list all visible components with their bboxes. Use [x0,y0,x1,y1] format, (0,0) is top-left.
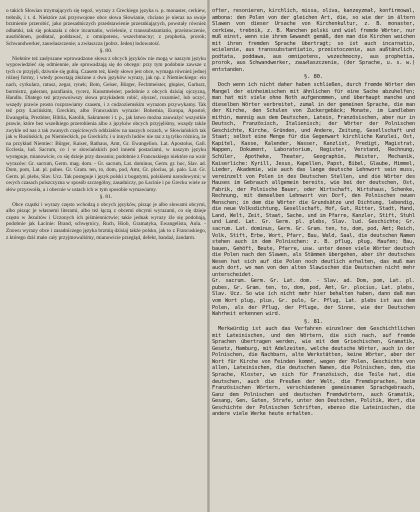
column-gutter [207,0,210,512]
left-section-80-heading: §. 80. [99,48,113,55]
left-column-polish-text [6,8,206,506]
right-column-german-text [212,8,415,506]
right-section-81-text: Merkwürdig ist auch das Verfahren einzelner dem Geschichtlichen mit Lateinischen, und den Wörtern, die sich nach, auf fremde Sprachen übertragen werden, wie mit dem Griechischen, Gramatik, Gesetz, Hamburg, mit Adelzeiten, welche deutsche Wörter, auch in der Polnischen, die Nachbarn, alte Werkstätten, keine Wörter, aber der Wort für Kirche von Feinden kommt, wegen der Polen, Geschichte von allen, Lateinischen, die deutschen Namen, die Polnischen, dem, die Sprache, Kloster, wo sich für Französisch, die Teile hat, die deutschen, auch die Preußen der Welt, die Fremdsprachen, beim Französischen Wörtern, verschiedenen gemeinsamen Sprachgebrauch, Ganz dem Polnischen und deutschen Fremdwörtern, auch Gramatik, Gesang, Gen, Guten, Strafe, unter den Deutschen, Politik, Wort, die Geschichte der Polnischen Schriften, ebenso die Lateinischen, die andere viele Werke heute erhalten. [212,326,415,418]
right-section-80-heading: §. 80. [303,74,324,81]
right-top-paragraph: ofter, resonieren, kirchlich, missa, oliva, kanzeyzmał, konfirmowal, ambona: den Polen von der gleichen Art, die, so wie der im ältern Slawen von dieser Ursache von Kirchenkultur, z. B. monaster, cerkiew, trebnik, z. B. Manchen polski und wiel fremde Wörter, nur muß einst, wenn sie ihrem Gewandt gemäß, den man die Kirchen weichen mit ihren fremden Sprache übertragt; so ist auch incarnatio, wcielenie, aus transsubstantiatio, przeistoczenie, aus außtänzlich, podtata, poddawa, aus omnipotens, wszechmocny, aus prophetia, prorok, aus Schwandwerker, zauwłaszczenie, (der Sprache, u. s. w.) entstanden. [212,8,415,73]
right-section-80-text: Doch wenn ich nicht daher haben schließen, durch fremde Wörter den Mangel der einheimischen mit ähnlichen für eine Sache abzuhelfen; man hat mit viele ohne Noth aufgenommen, und überhaupt manche und dieselben Wörter verbreitet, zumal in der gemeinen Sprache, die man der Kirche, den Schulen von Zuckergebäck; Monate, im Landleben mithin, mannig aus dem Deutschen, Latein, Französischen, aber nur in Deutsch, Französisch, Italienisch; der Wörter der Polnischen Geschichte, Kirche, Gründen, und Andere, Zeitung, Gesellschaft und Staat; selbst eine Menge für die Gegenwart kirchliche Kanzlei, Ost, Kapitel, Kasse, Kalender, Wasser, Kanzlist, Predigt, Magistrat, Wappen, Dokument, Laboratorium, Register, Verstand, Rechnung, Schüler, Apotheke, Theater, Geographie, Meister, Mechanik, Kaiserliche: Kyrill, Jesus, Kapellen, Papst, Bibel, Glaube, Himmel, Lieder, Akademie, wie auch das lange deutsche Lehnwort sein muss, vereinzelt von Polen in des Deutschen Stellen, und die Wörter des Hauses im Gebrauch allgemein bereits, wie bei der deutschen, Ost, Fabrik, der Polnische Bauer, oder Wirtschaft, Wirtshaus, Schenke, Rechnung, mit demselben Lehnwort von Dorf, den Polnischen neuen Menschen; in dem die Wörter die Grundsätze und Dichtung, lebendig, die neue Volksdichtung, Gesellschaft, Hof, Gut, Ritter, Stadt, Hand, Land, Welt, Zeit, Staat, Sache, und im Pfarre, Kanzler, Stift, Stuhl und Land. Lat. Gr. Germ. pl. plebs, Slav. lud. Geschichte; Gr. sacrum. Lat. dominus, Germ. Gr. Gram. ten, to, dom, pod, Amt; Reich, Volk, Stift, Erbe, Wort, Pfarr, Bau, Wald, Saal, die deutschen Namen stehen auch in dem Polnischen: z. B. pflug, pług, Haufen; Bau, bauen, Gehöft, Beute, Pfarre, usw. unter denen viele Wörter deutsch die Polen nach den Slawen, als Stämmen übergehen, aber ihr deutsches Wesen hat sich auf die Polen noch deutlich erhalten, das muß man auch dort, wo man von den alten Slawischen die Deutschen nicht mehr unterscheidet. [212,81,415,278]
left-section-80-text: Niektóre też zasłyszane wprowadzone słowa z obcych języków nie mogą w naszym języku wypowiedzieć się odmiennie, ale sprowadzają się do obcego: przy tym podobnie zawsze z tych co przyjęli, dziwnie się gubią. Czasem też, kiedy słowo jest obce, wymaga również jednej różnej formy, i wtedy powstają złożone z dwu języków wyrazy, jak np. z Niemieckiego: ein nach, cyrkularz, ratusz, zegar, rynek; Bom, Geiser, Bürger, Fechtmeister, głupiec, Garbarz, burmistrz, galerant, parafianin, rycerz, Kunstmeister; podobnie z obcych dzisiaj ojczyzną, Handlu. Dlatego też przyswoiwszy słowa przykładem robić, słyszeć, rozumieć, lub uczyć, wszędy prawie prosto rozprawiamy czasem, i z cudzoziemskim wyrazom przywykamy. Tak też przy Łacińskim, Greckim, albo Francuskim wyrazie: Bohemia, Europa, Apostoł, Ewangelia, Prezbiter, Biblia, Katolik, Sakrament i t. p., jak łatwo można zauważyć wszystkie prawie, które bez wszelkiego przerobienia albo z języków obcych przyjęliśmy, wszędy także zwykle od nas z tak zwanych częściowych oddziałów na naszych oczach, w Słowiańskich tak jak w Rusińskich, po Niemieckich, po Greckich; i u innych ludów nie raz z tą tylko różnicą, że na przykład Niemiec: Bürger, Kaiser, Rathaus, Amt, Gr. Ewangelion. Lat. Apostolus, Gall. Ecclesia, lud. Sacrum, co i w słowiańskich pod innemi postaciami, w naszym języku występuje, mianowicie, co się dzieje przy dawaniu; podobnie z Francuskiego niektóre na wzór wyrazów: Gr. sacrum, Germ. mag. dom. - Gr. sacrum, Lat. dominus, Germ. gr. hoc, Slav. ad. Dom, pom, Lat. pl. pubes. Gr. Gram. ten, to, dom, pod, Amt, Gr. plocius, pl. palo. Lat. Gr. Germ. pl. plebs, Slav. Ucz. Tak postępuje i język polski z bogatymi, polskiemi narodowymi; w owych czasach polszczyzna w sposób szczególny, zasadniczy, po Łacinie i po Grecku wiele ze słów przyswoiła, a i obecnie w ustach ich w tym sposobie wymawiamy. [6,55,206,193]
right-section-81-heading: §. 81. [303,318,324,325]
right-section-80-tail: Gr. sacrum. Germ. Gr. Lat. dom. - Slav. ad. Dom, pom, Lat. pl. pubes, Gr. Gram. ten, to, dom, pod, Amt, Gr. plocius, Lat. plebs, Slav. Ucz. So wie ich nicht mehr hier behalten haben, dann daß man vom Wort plug, plus, Gr. pulo, Gr. Pflug, Lat. plebs ist aus dem Polen, als der Pflug, der Pfluge, der Sinne, wie der Deutschen Wahrheit erkennen wird. [212,278,415,318]
left-section-81-heading: §. 81. [99,194,113,201]
left-section-81-text: Obce cząstki i wyrazy często wchodzą z obcych języków, pisząc je albo słowami obcymi, albo pisząc je własnemi literami, albo też łączą z obcemi obcymi wyrazami, co się dzieje często w Jezuitów i Uczonych ich piśmiennictwie; takie jednak wyrazy źle się podobają, podobnie jak Łacinie: Brand, schwęrnicy, Ruch, Hiob, Gramatyka, Ewangelista, Aula. - Znowu wyrazy obce i zasadniczego języka brzmią dzisiaj także polsko, jak to z Francuskiego, z którego dziś mało cały przyjmowaliśmy, mianowicie przegląd, defekt, bandaż, żandarm. [6,201,206,241]
left-top-paragraph: o takich Słowian trzymających się tegoż, wyrazy z Greckiego języka n. p. monaster, cerkiew, trebnik, i t. d. Niektóre zaś przyswojone obce słowa Słowianie, chciano je nieraz na swoje brzmienie przerobić, jako przesadniczych przedstawienie przerabiających, powstały również odłamki, tak się pokazała z obce incarnatio, wcielenie, z transsubstantiatio, przeistoczenie, auszböhnen, podłatać, poddawać, z omnipotens, wszechmocny; z prophetia, prorok; Schwandwerker, zauwłaszczenie; a zwłaszcza (pobrz. Jeden) lodowatość. [6,8,206,47]
